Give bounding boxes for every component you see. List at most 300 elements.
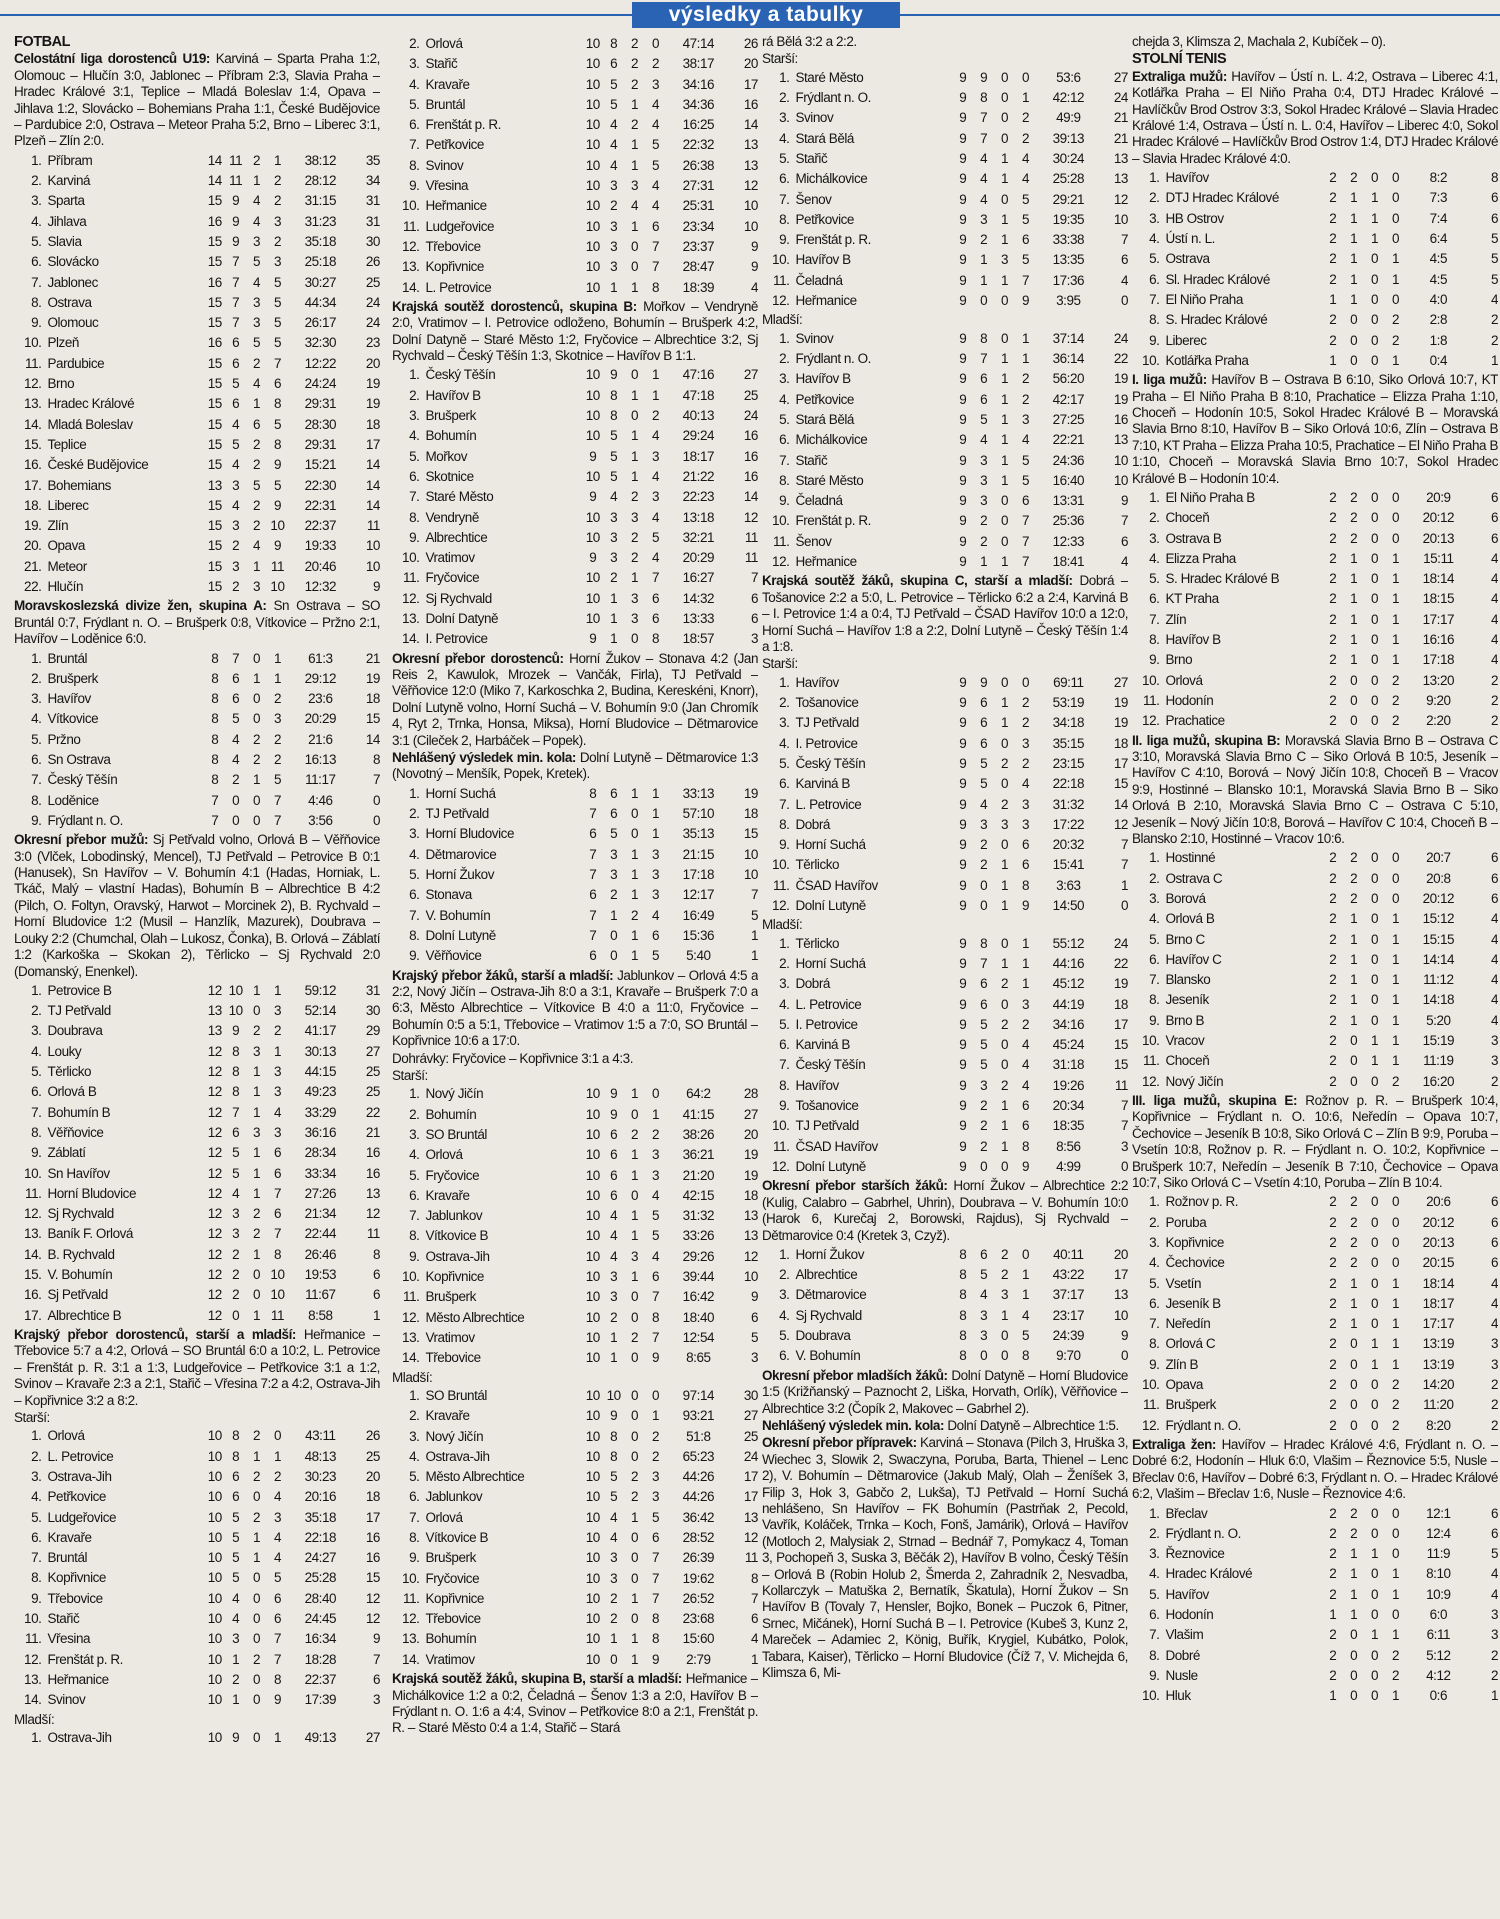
cell-played: 2 — [1329, 611, 1337, 627]
cell-points: 7 — [1120, 857, 1128, 873]
cell-points: 19 — [365, 376, 380, 392]
cell-draws: 0 — [1371, 1586, 1379, 1602]
cell-played: 10 — [585, 178, 600, 194]
cell-draws: 0 — [1001, 69, 1009, 85]
match-results-text: Dohrávky: Fryčovice – Kopřivnice 3:1 a 4:3. — [392, 1050, 634, 1066]
cell-points: 4 — [1490, 591, 1498, 607]
standings-row — [14, 1022, 380, 1042]
standings-row — [14, 1609, 380, 1629]
cell-score: 34:18 — [1052, 715, 1085, 731]
cell-played: 9 — [959, 293, 967, 309]
cell-losses: 7 — [651, 238, 659, 254]
cell-rank: 10. — [772, 1118, 790, 1134]
standings-row — [392, 1145, 758, 1165]
cell-team: Orlová — [425, 1147, 463, 1163]
cell-draws: 1 — [253, 173, 261, 189]
cell-draws: 2 — [631, 550, 639, 566]
cell-rank: 2. — [779, 1267, 790, 1283]
cell-points: 1 — [1490, 352, 1498, 368]
cell-wins: 2 — [232, 1287, 240, 1303]
standings-row — [392, 1348, 758, 1368]
standings-row — [1132, 1031, 1498, 1051]
cell-wins: 9 — [232, 1023, 240, 1039]
cell-losses: 4 — [651, 96, 659, 112]
cell-points: 3 — [750, 1350, 758, 1366]
standings-row — [14, 649, 380, 669]
cell-played: 10 — [585, 367, 600, 383]
cell-score: 15:11 — [1423, 550, 1454, 566]
cell-rank: 11. — [25, 355, 42, 371]
cell-losses: 2 — [273, 691, 281, 707]
cell-losses: 5 — [273, 477, 281, 493]
cell-rank: 8. — [31, 294, 42, 310]
standings-row — [762, 410, 1128, 430]
cell-points: 30 — [365, 1003, 380, 1019]
cell-losses: 1 — [1021, 90, 1029, 106]
cell-rank: 8. — [409, 927, 420, 943]
cell-draws: 3 — [1001, 252, 1009, 268]
cell-played: 9 — [959, 150, 967, 166]
cell-score: 17:18 — [1422, 652, 1455, 668]
cell-wins: 6 — [610, 806, 618, 822]
standings-row — [14, 1306, 380, 1326]
cell-rank: 12. — [1142, 713, 1160, 729]
cell-score: 17:22 — [1052, 816, 1085, 832]
cell-draws: 1 — [1001, 211, 1009, 227]
cell-score: 15:12 — [1422, 911, 1455, 927]
cell-rank: 9. — [409, 178, 420, 194]
standings-row — [1132, 168, 1498, 188]
cell-played: 10 — [585, 1126, 600, 1142]
standings-row — [392, 568, 758, 588]
cell-rank: 2. — [409, 35, 420, 51]
cell-played: 7 — [589, 806, 597, 822]
standings-row — [14, 232, 380, 252]
standings-row — [392, 784, 758, 804]
cell-draws: 0 — [1371, 652, 1379, 668]
cell-draws: 1 — [631, 157, 639, 173]
standings-row — [762, 210, 1128, 230]
cell-draws: 2 — [253, 152, 261, 168]
cell-losses: 1 — [651, 387, 659, 403]
cell-draws: 0 — [253, 1570, 261, 1586]
cell-score: 44:26 — [682, 1469, 715, 1485]
cell-score: 49:9 — [1056, 110, 1081, 126]
standings-row — [14, 1508, 380, 1528]
cell-played: 10 — [207, 1692, 222, 1708]
standings-row — [14, 730, 380, 750]
competition-results — [14, 598, 380, 647]
cell-wins: 5 — [980, 776, 988, 792]
cell-played: 12 — [207, 1267, 222, 1283]
cell-draws: 1 — [253, 670, 261, 686]
cell-score: 37:14 — [1052, 330, 1085, 346]
standings-row — [392, 487, 758, 507]
cell-team: Svinov — [425, 157, 464, 173]
cell-draws: 0 — [1371, 1607, 1379, 1623]
cell-score: 15:19 — [1422, 1033, 1455, 1049]
cell-score: 18:35 — [1052, 1118, 1085, 1134]
cell-draws: 1 — [631, 1167, 639, 1183]
cell-losses: 0 — [651, 1387, 659, 1403]
cell-played: 10 — [585, 1611, 600, 1627]
standings-row — [392, 467, 758, 487]
cell-team: SO Bruntál — [425, 1387, 487, 1403]
standings-table — [1132, 488, 1498, 732]
cell-team: Havířov C — [1165, 951, 1222, 967]
cell-draws: 1 — [1001, 351, 1009, 367]
standings-row — [1132, 950, 1498, 970]
cell-team: Opava — [1165, 1377, 1203, 1393]
cell-team: Bruntál — [47, 1550, 88, 1566]
cell-rank: 12. — [1142, 1073, 1160, 1089]
cell-points: 17 — [1113, 1267, 1128, 1283]
standings-row — [392, 609, 758, 629]
cell-team: Petřkovice — [47, 1489, 106, 1505]
cell-score: 18:14 — [1422, 571, 1455, 587]
cell-draws: 0 — [1001, 513, 1009, 529]
cell-rank: 2. — [779, 955, 790, 971]
cell-losses: 0 — [1391, 291, 1399, 307]
standings-row — [14, 1548, 380, 1568]
cell-score: 36:16 — [304, 1124, 337, 1140]
standings-row — [14, 1629, 380, 1649]
cell-draws: 0 — [1371, 992, 1379, 1008]
competition-results — [1132, 733, 1498, 848]
cell-score: 47:14 — [682, 35, 715, 51]
cell-draws: 1 — [1371, 231, 1379, 247]
cell-score: 13:31 — [1052, 493, 1085, 509]
cell-team: Mladá Boleslav — [47, 416, 133, 432]
cell-losses: 7 — [651, 1590, 659, 1606]
cell-rank: 11. — [403, 218, 420, 234]
cell-played: 9 — [959, 191, 967, 207]
cell-team: Vratimov — [425, 1329, 475, 1345]
cell-points: 9 — [750, 1289, 758, 1305]
cell-losses: 1 — [1391, 951, 1399, 967]
cell-draws: 0 — [1371, 1505, 1379, 1521]
cell-rank: 4. — [779, 391, 790, 407]
cell-team: V. Bohumín — [795, 1348, 861, 1364]
cell-rank: 7. — [779, 452, 790, 468]
cell-wins: 3 — [232, 558, 240, 574]
cell-points: 25 — [365, 1448, 380, 1464]
cell-team: Frýdlant n. O. — [1165, 1417, 1241, 1433]
cell-points: 16 — [365, 1165, 380, 1181]
cell-score: 47:18 — [682, 387, 715, 403]
cell-points: 3 — [1490, 1607, 1498, 1623]
cell-rank: 1. — [409, 367, 420, 383]
standings-row — [14, 293, 380, 313]
cell-draws: 1 — [1001, 371, 1009, 387]
cell-team: Stará Bělá — [795, 411, 854, 427]
sport-heading: FOTBAL — [14, 34, 71, 50]
cell-losses: 7 — [1021, 533, 1029, 549]
cell-played: 2 — [1329, 1627, 1337, 1643]
cell-team: Olomouc — [47, 315, 99, 331]
cell-played: 10 — [585, 56, 600, 72]
standings-row — [762, 1326, 1128, 1346]
cell-score: 22:31 — [304, 497, 337, 513]
cell-team: Vlašim — [1165, 1627, 1204, 1643]
cell-team: Řeznovice — [1165, 1546, 1225, 1562]
cell-team: Hradec Králové — [1165, 1566, 1253, 1582]
cell-score: 12:4 — [1426, 1525, 1451, 1541]
cell-wins: 4 — [232, 731, 240, 747]
cell-wins: 3 — [610, 550, 618, 566]
cell-draws: 0 — [631, 1570, 639, 1586]
cell-score: 29:31 — [304, 436, 337, 452]
cell-points: 6 — [1490, 1214, 1498, 1230]
cell-score: 48:13 — [304, 1448, 337, 1464]
cell-played: 10 — [585, 1269, 600, 1285]
cell-wins: 9 — [610, 1086, 618, 1102]
standings-row — [14, 791, 380, 811]
cell-rank: 14. — [24, 1692, 42, 1708]
cell-played: 9 — [959, 533, 967, 549]
cell-losses: 0 — [1391, 530, 1399, 546]
cell-draws: 0 — [1371, 850, 1379, 866]
cell-rank: 4. — [31, 1489, 42, 1505]
cell-rank: 9. — [409, 948, 420, 964]
cell-played: 10 — [207, 1671, 222, 1687]
cell-rank: 8. — [1149, 1647, 1160, 1663]
standings-row — [14, 212, 380, 232]
cell-team: Albrechtice — [795, 1267, 858, 1283]
cell-rank: 9. — [31, 1590, 42, 1606]
cell-points: 13 — [743, 157, 758, 173]
cell-wins: 7 — [232, 294, 240, 310]
cell-team: Vítkovice B — [425, 1529, 489, 1545]
cell-score: 23:17 — [1052, 1307, 1085, 1323]
cell-points: 7 — [1120, 837, 1128, 853]
cell-played: 2 — [1329, 1235, 1337, 1250]
cell-score: 24:36 — [1052, 452, 1085, 468]
match-results-text: Dolní Datyně – Albrechtice 1:5. — [944, 1417, 1119, 1433]
standings-row — [762, 169, 1128, 189]
cell-draws: 3 — [1001, 816, 1009, 832]
cell-draws: 1 — [631, 1086, 639, 1102]
cell-rank: 3. — [779, 110, 790, 126]
cell-played: 9 — [959, 1118, 967, 1134]
cell-points: 1 — [1490, 1688, 1498, 1704]
cell-wins: 4 — [232, 416, 240, 432]
cell-rank: 2. — [31, 1003, 42, 1019]
cell-draws: 2 — [253, 1206, 261, 1222]
cell-points: 20 — [365, 1468, 380, 1484]
cell-played: 6 — [589, 826, 597, 842]
cell-losses: 0 — [1021, 674, 1029, 690]
cell-points: 16 — [743, 448, 758, 464]
cell-points: 14 — [365, 497, 380, 513]
standings-row — [1132, 1605, 1498, 1625]
cell-played: 2 — [1329, 591, 1337, 607]
cell-score: 18:41 — [1052, 553, 1085, 569]
cell-draws: 1 — [1001, 695, 1009, 711]
cell-points: 7 — [750, 570, 758, 586]
cell-points: 4 — [1490, 632, 1498, 648]
cell-losses: 1 — [1391, 550, 1399, 566]
cell-score: 20:29 — [682, 550, 715, 566]
cell-rank: 7. — [1149, 1316, 1160, 1332]
cell-wins: 8 — [610, 387, 618, 403]
cell-played: 15 — [207, 457, 222, 473]
cell-points: 0 — [372, 812, 380, 828]
cell-score: 20:12 — [1422, 1214, 1455, 1230]
cell-losses: 7 — [273, 812, 281, 828]
cell-losses: 5 — [273, 315, 281, 331]
cell-rank: 1. — [779, 69, 790, 85]
standings-row — [392, 548, 758, 568]
sport-heading: STOLNÍ TENIS — [1132, 51, 1227, 68]
standings-row — [762, 855, 1128, 875]
cell-played: 10 — [585, 1408, 600, 1424]
cell-wins: 0 — [980, 1158, 988, 1174]
cell-score: 9:70 — [1056, 1348, 1081, 1364]
cell-team: Loděnice — [47, 792, 99, 808]
cell-score: 14:18 — [1422, 992, 1455, 1008]
cell-points: 22 — [1113, 955, 1128, 971]
cell-rank: 7. — [1149, 611, 1160, 627]
cell-team: Ostrava — [47, 294, 92, 310]
cell-score: 33:34 — [304, 1165, 337, 1181]
cell-points: 19 — [1113, 976, 1128, 992]
cell-losses: 2 — [1391, 1397, 1399, 1413]
cell-team: Orlová — [47, 1428, 85, 1444]
cell-score: 23:6 — [308, 691, 333, 707]
cell-played: 14 — [207, 173, 222, 189]
competition-results — [762, 1368, 1128, 1417]
cell-losses: 1 — [1021, 935, 1029, 951]
cell-team: Vítkovice B — [425, 1228, 489, 1244]
cell-wins: 6 — [980, 371, 988, 387]
cell-wins: 9 — [232, 1729, 240, 1745]
standings-row — [392, 75, 758, 95]
cell-played: 8 — [959, 1328, 967, 1344]
cell-points: 18 — [1113, 735, 1128, 751]
cell-score: 56:20 — [1052, 371, 1085, 387]
cell-rank: 6. — [1149, 1607, 1160, 1623]
cell-wins: 9 — [232, 213, 240, 229]
standings-row — [1132, 1294, 1498, 1314]
cell-team: Kotlářka Praha — [1165, 352, 1249, 368]
cell-losses: 3 — [1021, 796, 1029, 812]
cell-rank: 2. — [409, 806, 420, 822]
cell-wins: 5 — [232, 1165, 240, 1181]
cell-team: Petřkovice — [795, 391, 854, 407]
cell-rank: 2. — [409, 1408, 420, 1424]
cell-wins: 8 — [232, 1428, 240, 1444]
standings-row — [14, 1143, 380, 1163]
cell-draws: 1 — [1001, 411, 1009, 427]
cell-points: 0 — [1120, 1158, 1128, 1174]
cell-draws: 4 — [253, 193, 261, 209]
cell-wins: 4 — [610, 489, 618, 505]
cell-wins: 3 — [980, 472, 988, 488]
cell-draws: 0 — [1371, 170, 1379, 186]
cell-points: 10 — [1113, 211, 1128, 227]
standings-row — [392, 845, 758, 865]
cell-points: 20 — [743, 1126, 758, 1142]
cell-draws: 0 — [631, 1187, 639, 1203]
cell-team: Kravaře — [47, 1529, 92, 1545]
cell-losses: 3 — [273, 1084, 281, 1100]
cell-team: Brno B — [1165, 1012, 1205, 1028]
cell-points: 8 — [1490, 170, 1498, 186]
cell-team: Stařič — [795, 452, 828, 468]
cell-wins: 0 — [1350, 1336, 1358, 1352]
cell-points: 5 — [1490, 251, 1498, 267]
cell-team: Slavia — [47, 233, 82, 249]
cell-wins: 8 — [610, 1428, 618, 1444]
cell-points: 31 — [365, 193, 380, 209]
cell-rank: 8. — [1149, 992, 1160, 1008]
cell-wins: 3 — [980, 1077, 988, 1093]
cell-wins: 4 — [232, 752, 240, 768]
cell-points: 6 — [1490, 1255, 1498, 1271]
cell-wins: 5 — [980, 1037, 988, 1053]
cell-losses: 1 — [1391, 571, 1399, 587]
cell-played: 14 — [207, 152, 222, 168]
cell-team: TJ Petřvald — [47, 1003, 111, 1019]
cell-team: Frýdlant n. O. — [1165, 1525, 1241, 1541]
cell-losses: 2 — [1021, 371, 1029, 387]
standings-row — [762, 369, 1128, 389]
cell-rank: 9. — [31, 315, 42, 331]
cell-wins: 4 — [610, 157, 618, 173]
cell-played: 8 — [211, 772, 219, 788]
cell-played: 9 — [959, 1138, 967, 1154]
cell-score: 64:2 — [686, 1086, 711, 1102]
standings-row — [392, 156, 758, 176]
cell-score: 21:6 — [308, 731, 333, 747]
cell-score: 3:63 — [1056, 877, 1081, 893]
cell-losses: 2 — [1391, 312, 1399, 328]
cell-wins: 1 — [1350, 210, 1358, 226]
competition-results — [762, 1418, 1128, 1434]
competition-name: Celostátní liga dorostenců U19: — [14, 51, 210, 67]
standings-row — [14, 1467, 380, 1487]
cell-team: Hodonín — [1165, 692, 1214, 708]
cell-draws: 0 — [1371, 1275, 1379, 1291]
cell-draws: 3 — [253, 294, 261, 310]
cell-rank: 6. — [31, 1529, 42, 1545]
cell-score: 34:16 — [1052, 1016, 1085, 1032]
cell-points: 16 — [743, 96, 758, 112]
cell-rank: 12. — [402, 590, 420, 606]
cell-played: 2 — [1329, 1505, 1337, 1521]
cell-rank: 6. — [31, 254, 42, 270]
cell-played: 10 — [585, 1329, 600, 1345]
cell-wins: 5 — [232, 1529, 240, 1545]
cell-team: Kopřivnice — [425, 259, 484, 275]
cell-team: Zlín B — [1165, 1356, 1199, 1372]
standings-row — [1132, 1395, 1498, 1415]
standings-row — [392, 1528, 758, 1548]
cell-rank: 12. — [1142, 1417, 1160, 1433]
cell-points: 2 — [1490, 332, 1498, 348]
cell-wins: 0 — [610, 1651, 618, 1667]
cell-points: 14 — [365, 731, 380, 747]
cell-team: Jablunkov — [425, 1208, 483, 1224]
cell-score: 12:32 — [304, 579, 337, 595]
cell-wins: 6 — [610, 1126, 618, 1142]
standings-row — [392, 1166, 758, 1186]
cell-team: Vratimov — [425, 1651, 475, 1667]
cell-losses: 5 — [1021, 452, 1029, 468]
cell-score: 6:0 — [1429, 1607, 1448, 1623]
standings-table — [14, 649, 380, 832]
